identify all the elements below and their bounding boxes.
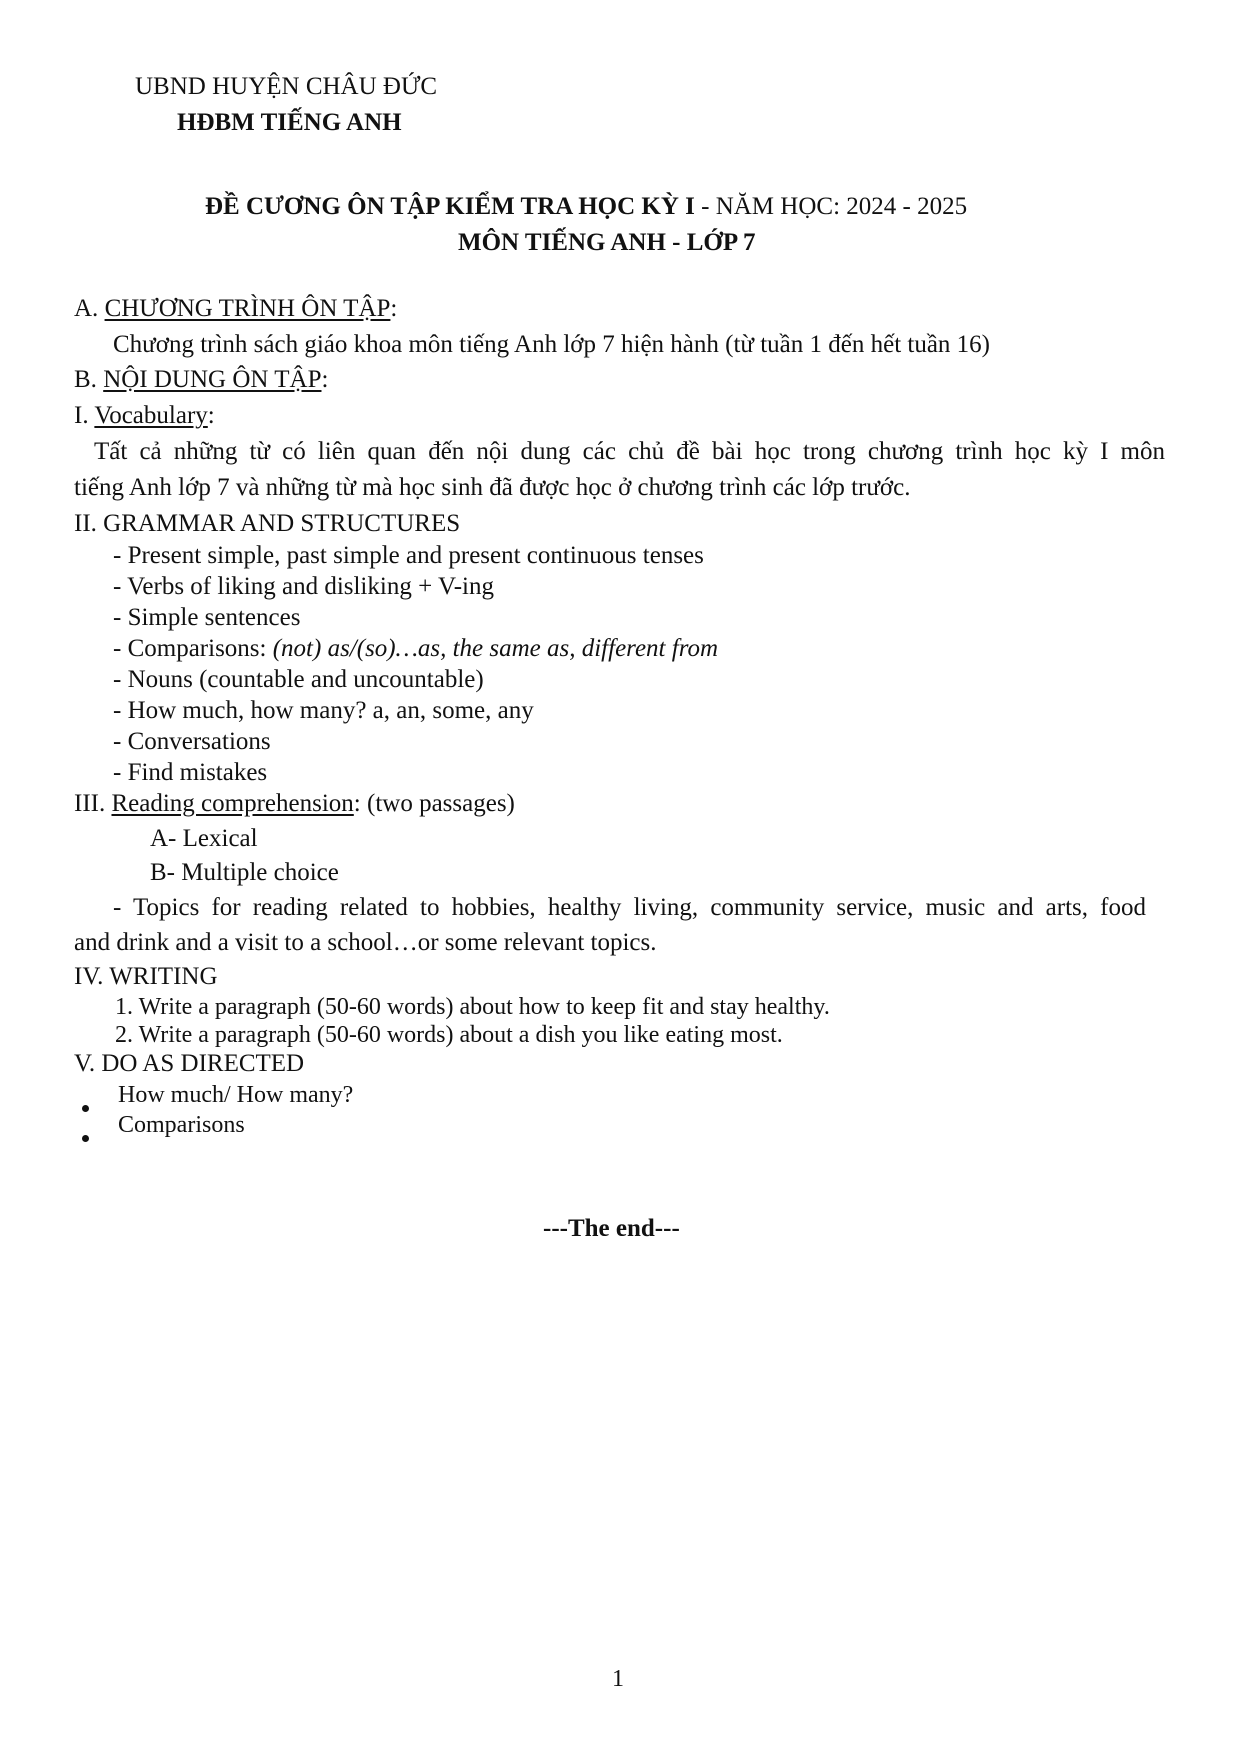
bullet-icon (82, 1129, 89, 1147)
section-a-title: CHƯƠNG TRÌNH ÔN TẬP (104, 295, 391, 322)
grammar-item: - Conversations (113, 728, 271, 755)
grammar-heading: II. GRAMMAR AND STRUCTURES (74, 510, 461, 537)
document-title (205, 193, 967, 221)
section-a-heading (74, 295, 397, 323)
vocabulary-heading (74, 402, 215, 430)
section-a-prefix: A. (74, 295, 105, 322)
reading-title: Reading comprehension (111, 790, 354, 817)
directed-heading: V. DO AS DIRECTED (74, 1050, 305, 1077)
title-year: - NĂM HỌC: 2024 - 2025 (694, 193, 968, 220)
section-a-colon: : (390, 295, 398, 322)
reading-sub-b: B- Multiple choice (150, 859, 339, 886)
vocabulary-title: Vocabulary (94, 402, 208, 429)
bullet-icon (82, 1099, 89, 1117)
section-b-prefix: B. (74, 366, 104, 393)
reading-topics-line-2: and drink and a visit to a school…or some relevant topics. (74, 929, 657, 956)
grammar-item-label: - Comparisons: (113, 635, 273, 662)
section-b-heading (74, 366, 328, 394)
writing-item-1: 1. Write a paragraph (50-60 words) about how to keep fit and stay healthy. (115, 994, 830, 1020)
grammar-item: - Verbs of liking and disliking + V-ing (113, 573, 495, 600)
title-main: ĐỀ CƯƠNG ÔN TẬP KIỂM TRA HỌC KỲ I (205, 193, 695, 220)
directed-item: How much/ How many? (118, 1082, 354, 1108)
document-subtitle: MÔN TIẾNG ANH - LỚP 7 (458, 229, 756, 256)
reading-sub-a: A- Lexical (150, 825, 258, 852)
reading-prefix: III. (74, 790, 112, 817)
section-b-colon: : (321, 366, 329, 393)
grammar-item-comparisons (113, 635, 718, 663)
section-b-title: NỘI DUNG ÔN TẬP (103, 366, 322, 393)
end-marker: ---The end--- (543, 1215, 680, 1242)
page-number: 1 (612, 1666, 624, 1692)
vocabulary-line-2: tiếng Anh lớp 7 và những từ mà học sinh đã được học ở chương trình các lớp trước. (74, 474, 911, 501)
grammar-item: - Find mistakes (113, 759, 268, 786)
directed-item: Comparisons (118, 1112, 245, 1138)
vocabulary-prefix: I. (74, 402, 95, 429)
vocabulary-colon: : (207, 402, 215, 429)
org-department: HĐBM TIẾNG ANH (177, 109, 402, 136)
section-a-body: Chương trình sách giáo khoa môn tiếng Anh lớp 7 hiện hành (từ tuần 1 đến hết tuần 16) (113, 331, 991, 358)
reading-topics-line-1: - Topics for reading related to hobbies, healthy living, community service, music and arts, food (113, 894, 1146, 921)
writing-item-2: 2. Write a paragraph (50-60 words) about a dish you like eating most. (115, 1022, 783, 1048)
grammar-item-examples: (not) as/(so)…as, the same as, different from (272, 635, 719, 662)
grammar-item: - Simple sentences (113, 604, 301, 631)
grammar-item: - How much, how many? a, an, some, any (113, 697, 534, 724)
grammar-item: - Nouns (countable and uncountable) (113, 666, 484, 693)
reading-suffix: : (two passages) (353, 790, 515, 817)
writing-heading: IV. WRITING (74, 963, 218, 990)
org-name: UBND HUYỆN CHÂU ĐỨC (135, 73, 438, 100)
reading-heading (74, 790, 515, 818)
vocabulary-line-1: Tất cả những từ có liên quan đến nội dung các chủ đề bài học trong chương trình học kỳ I môn (94, 438, 1165, 465)
grammar-item: - Present simple, past simple and present continuous tenses (113, 542, 704, 569)
